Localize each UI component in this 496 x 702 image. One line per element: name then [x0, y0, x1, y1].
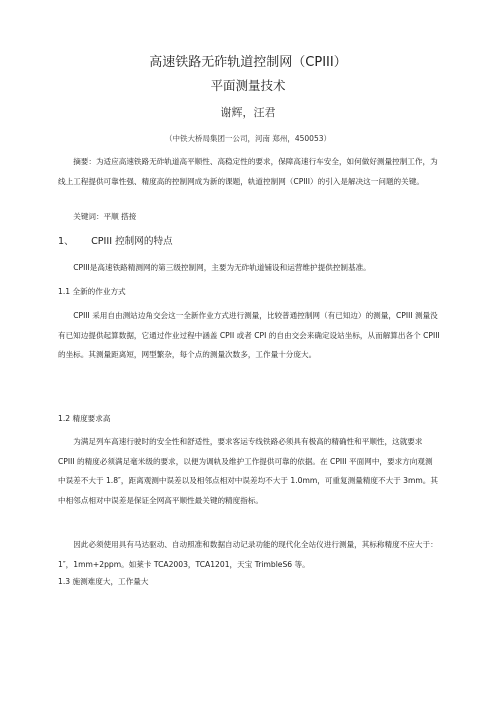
section-title: CPIII 控制网的特点 [91, 236, 173, 247]
subsection-1-2-heading: 1.2 精度要求高 [58, 414, 111, 423]
section-number: 1、 [58, 236, 74, 247]
subsection-1-1-paragraph: CPIII 采用自由测站边角交会这一全新作业方式进行测量，比较普通控制网（有已知边）的测量，CPIII 测量没有已知边提供起算数据，它通过作业过程中涵盖 CPII 或者 CPI 的自由交会来确定设站坐标，从而解算出各个 CPIII 的坐标。其测量距离短，网型繁杂，每个点的测量次数多，工作量十分庞大。 [58, 311, 440, 360]
subsection-1-2-paragraph: 为满足列车高速行驶时的安全性和舒适性，要求客运专线铁路必须具有极高的精确性和平顺性，这就要求 CPIII 的精度必须满足毫米级的要求，以便为调轨及维护工作提供可靠的依据。在 CPIII 平面网中，要求方向观测中误差不大于 1.8″，距离观测中误差以及相邻点相对中误差均不大于 1.0mm，可重复测量精度不大于 3mm。其中相邻点相对中误差是保证全网高平顺性最关键的精度指标。 [58, 437, 438, 505]
subsection-1-1-heading: 1.1 全新的作业方式 [58, 287, 126, 296]
authors: 谢辉，汪君 [220, 106, 276, 119]
subsection-1-2-paragraph-2: 因此必须使用具有马达驱动、自动照准和数据自动记录功能的现代化全站仪进行测量，其标称精度不应大于：1″，1mm+2ppm。如莱卡 TCA2003，TCA1201，天宝 TrimbleS6 等。 [58, 540, 438, 569]
title-line-1: 高速铁路无砟轨道控制网（CPIII） [149, 55, 347, 70]
section-1-paragraph: CPIII是高速铁路精测网的第三级控制网，主要为无砟轨道铺设和运营维护提供控制基准。 [73, 263, 371, 272]
affiliation: （中铁大桥局集团一公司，河南 郑州，450053） [164, 134, 331, 143]
section-1-heading [58, 233, 440, 247]
subsection-1-3-heading: 1.3 施测难度大，工作量大 [58, 577, 149, 586]
abstract: 摘要：为适应高速铁路无砟轨道高平顺性、高稳定性的要求，保障高速行车安全，如何做好测量控制工作，为线上工程提供可靠性强、精度高的控制网成为新的课题，轨道控制网（CPIII）的引入是解决这一问题的关键。 [58, 157, 438, 186]
keywords: 关键词：平顺 搭接 [73, 212, 137, 221]
title-line-2: 平面测量技术 [210, 78, 286, 93]
